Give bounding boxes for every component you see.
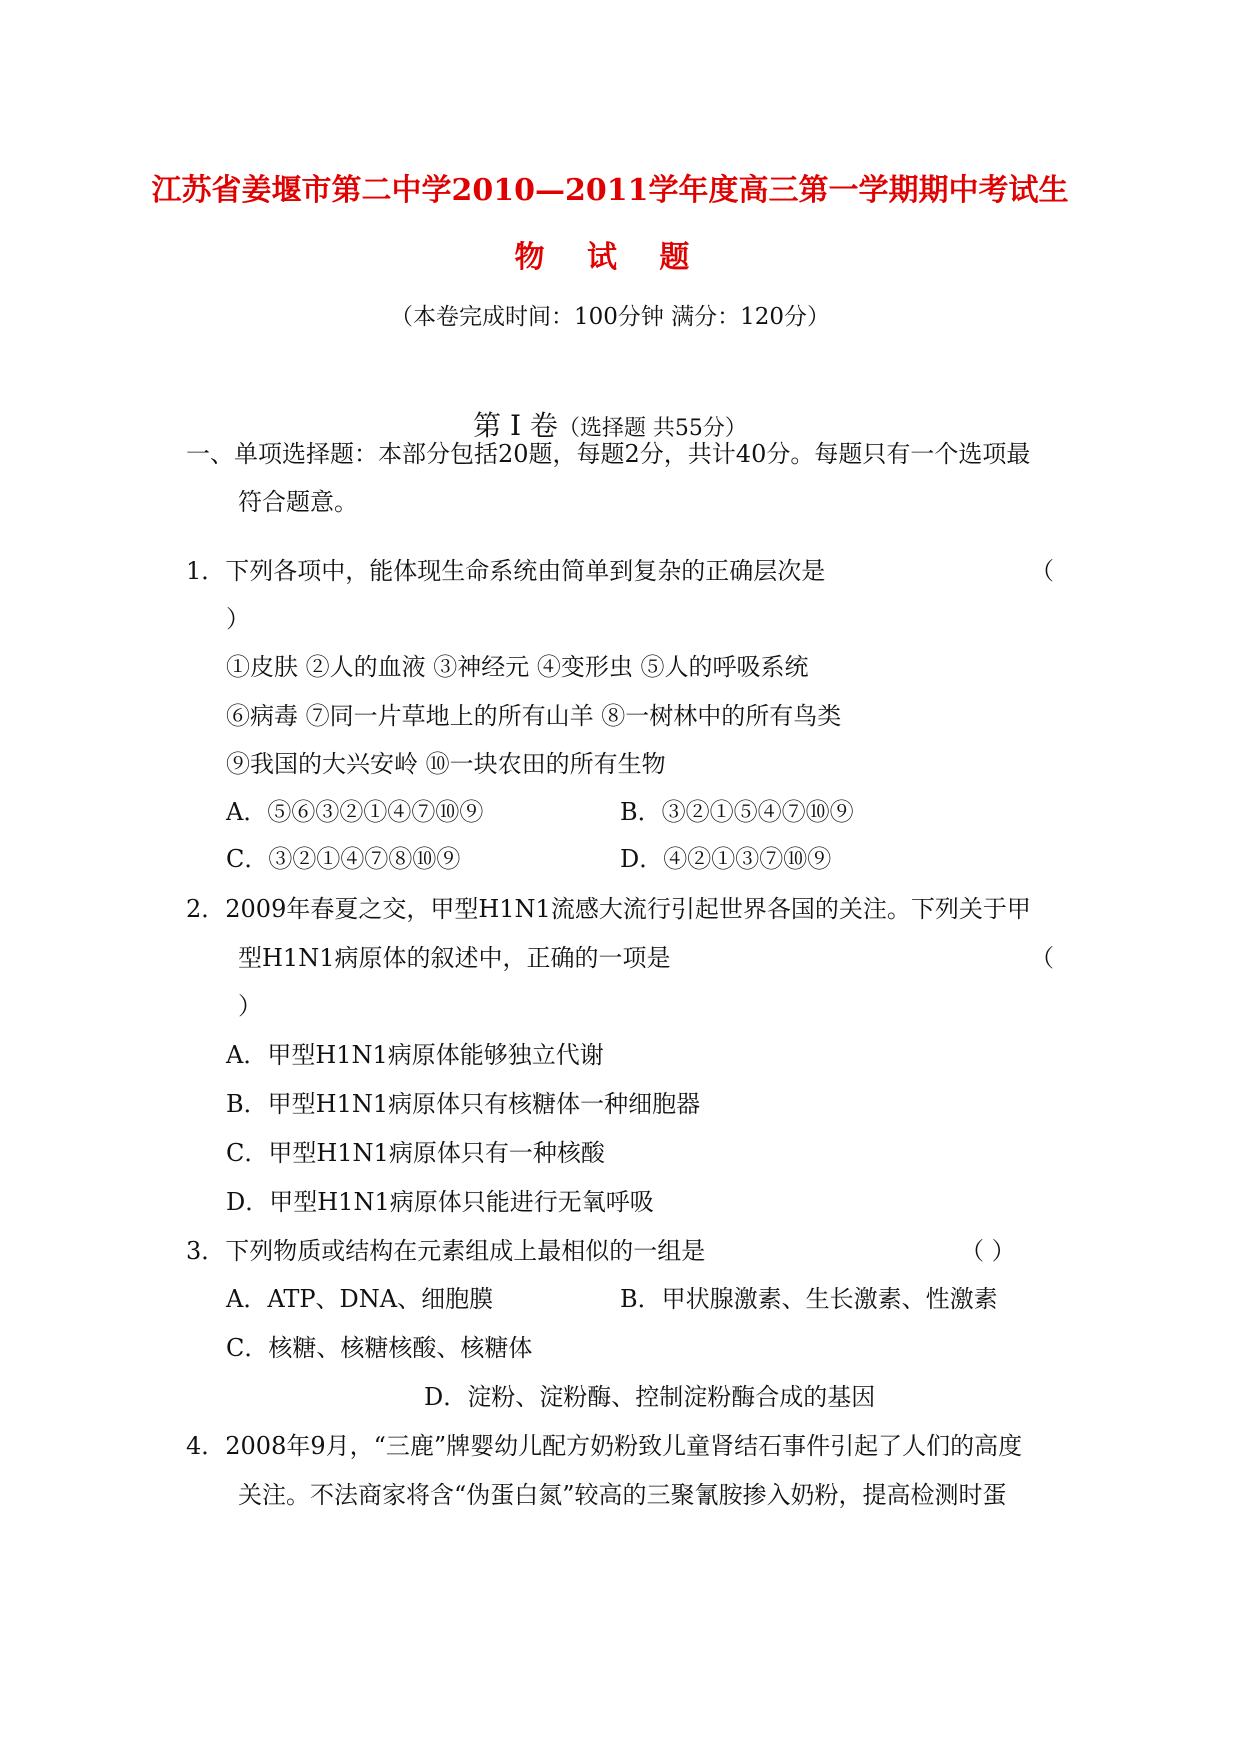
q2-option-d: D．甲型H1N1病原体只能进行无氧呼吸 <box>226 1188 654 1216</box>
q1-items-line2: ⑥病毒 ⑦同一片草地上的所有山羊 ⑧一树林中的所有鸟类 <box>226 702 842 730</box>
q1-items-line1: ①皮肤 ②人的血液 ③神经元 ④变形虫 ⑤人的呼吸系统 <box>226 653 809 681</box>
q3-option-d: D．淀粉、淀粉酶、控制淀粉酶合成的基因 <box>424 1383 876 1411</box>
q4-stem-line2: 关注。不法商家将含“伪蛋白氮”较高的三聚氰胺掺入奶粉，提高检测时蛋 <box>238 1481 1007 1509</box>
section-note: （选择题 共55分） <box>557 416 747 441</box>
section-title: 第 I 卷 <box>473 409 558 442</box>
q2-stem-line2: 型H1N1病原体的叙述中，正确的一项是 <box>238 944 671 972</box>
q3-stem: 3．下列物质或结构在元素组成上最相似的一组是 <box>186 1237 706 1265</box>
q3-option-c: C．核糖、核糖核酸、核糖体 <box>226 1334 533 1362</box>
part-instruction-line1: 一、单项选择题：本部分包括20题，每题2分，共计40分。每题只有一个选项最 <box>186 440 1031 468</box>
part-instruction-line2: 符合题意。 <box>238 488 358 516</box>
exam-title-line2: 物 试 题 <box>514 240 706 275</box>
q1-option-c: C．③②①④⑦⑧⑩⑨ <box>226 845 461 873</box>
q2-paren-open: （ <box>1030 944 1054 972</box>
exam-title-line1: 江苏省姜堰市第二中学2010—2011学年度高三第一学期期中考试生 <box>151 173 1069 208</box>
q1-stem: 1．下列各项中，能体现生命系统由简单到复杂的正确层次是 <box>186 557 826 585</box>
q1-option-b: B．③②①⑤④⑦⑩⑨ <box>620 798 854 826</box>
q1-items-line3: ⑨我国的大兴安岭 ⑩一块农田的所有生物 <box>226 750 666 778</box>
q1-paren-open: （ <box>1030 557 1054 585</box>
q2-option-b: B．甲型H1N1病原体只有核糖体一种细胞器 <box>226 1090 701 1118</box>
q3-paren: （ ） <box>960 1237 1016 1265</box>
exam-subtitle: （本卷完成时间：100分钟 满分：120分） <box>389 304 831 330</box>
q4-stem-line1: 4．2008年9月，“三鹿”牌婴幼儿配方奶粉致儿童肾结石事件引起了人们的高度 <box>186 1432 1023 1460</box>
q1-option-d: D．④②①③⑦⑩⑨ <box>620 845 832 873</box>
q3-option-a: A．ATP、DNA、细胞膜 <box>226 1285 494 1313</box>
q2-stem-line1: 2．2009年春夏之交，甲型H1N1流感大流行引起世界各国的关注。下列关于甲 <box>186 895 1031 923</box>
q2-option-a: A．甲型H1N1病原体能够独立代谢 <box>226 1041 604 1069</box>
q1-paren-close: ） <box>226 605 250 633</box>
q3-option-b: B．甲状腺激素、生长激素、性激素 <box>620 1285 998 1313</box>
q1-option-a: A．⑤⑥③②①④⑦⑩⑨ <box>226 798 484 826</box>
q2-option-c: C．甲型H1N1病原体只有一种核酸 <box>226 1139 605 1167</box>
q2-paren-close: ） <box>238 992 262 1020</box>
